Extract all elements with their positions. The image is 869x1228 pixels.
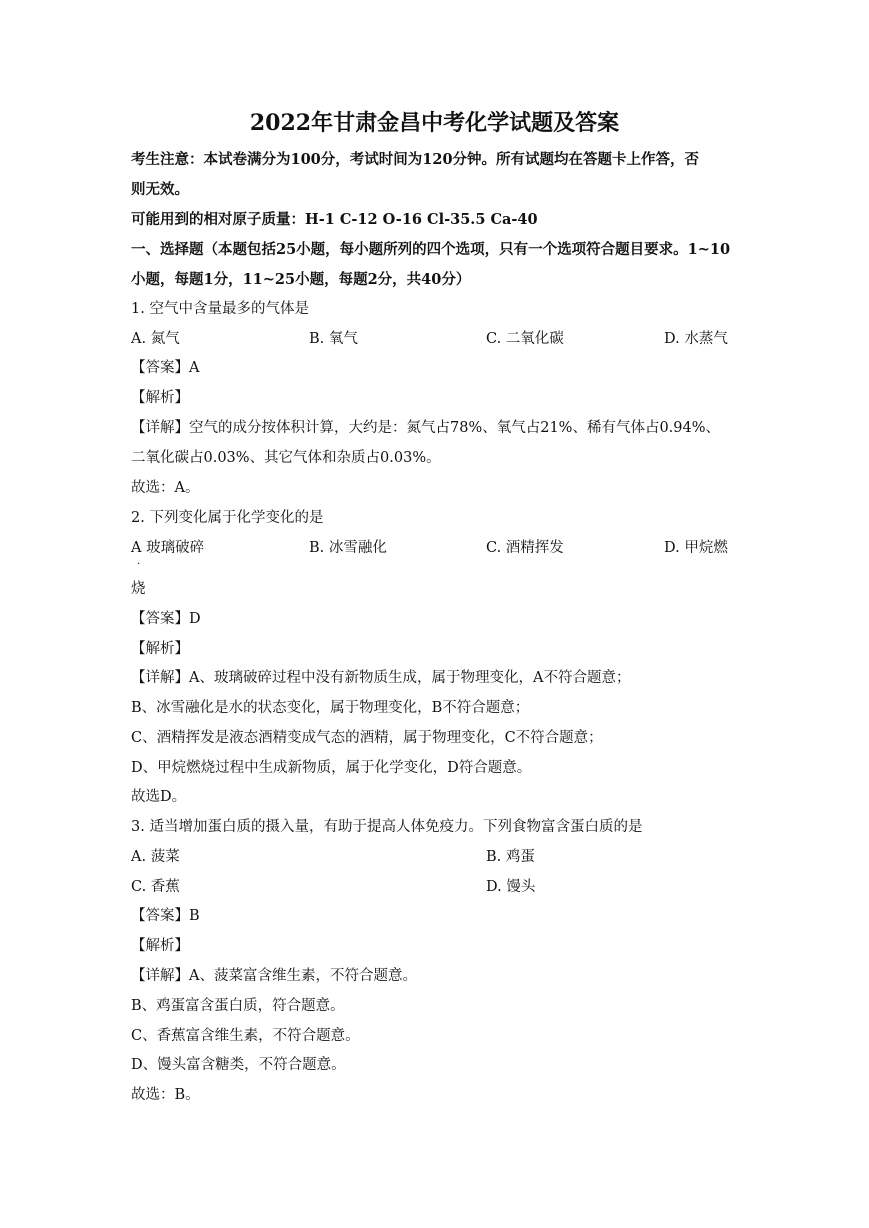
- q2-stem: 2. 下列变化属于化学变化的是: [131, 510, 324, 526]
- notice-line-2: 则无效。: [131, 181, 189, 198]
- q3-analysis: 【解析】: [131, 938, 189, 954]
- q2-option-a: A 玻璃破碎: [131, 540, 205, 556]
- q1-answer: 【答案】A: [131, 360, 200, 376]
- q2-answer: 【答案】D: [131, 611, 201, 627]
- q1-analysis: 【解析】: [131, 390, 189, 406]
- q1-option-a: A. 氮气: [131, 331, 180, 347]
- notice-line-1: 考生注意：本试卷满分为100分，考试时间为120分钟。所有试题均在答题卡上作答，否: [131, 151, 700, 168]
- q3-detail-4: D、馒头富含糖类，不符合题意。: [131, 1057, 346, 1073]
- atomic-mass-line: 可能用到的相对原子质量：H-1 C-12 O-16 Cl-35.5 Ca-40: [131, 211, 538, 228]
- q2-choice: 故选D。: [131, 789, 187, 805]
- q1-option-c: C. 二氧化碳: [486, 331, 564, 347]
- q3-detail-2: B、鸡蛋富含蛋白质，符合题意。: [131, 998, 345, 1014]
- q3-option-a: A. 菠菜: [131, 849, 180, 865]
- q2-detail-1: 【详解】A、玻璃破碎过程中没有新物质生成，属于物理变化，A不符合题意；: [131, 670, 631, 686]
- section-heading-line-1: 一、选择题（本题包括25小题，每小题所列的四个选项，只有一个选项符合题目要求。1~10: [131, 241, 731, 258]
- q2-option-c: C. 酒精挥发: [486, 540, 564, 556]
- q2-option-b: B. 冰雪融化: [309, 540, 387, 556]
- q3-option-b: B. 鸡蛋: [486, 849, 535, 865]
- q1-detail-1: 【详解】空气的成分按体积计算，大约是：氮气占78%、氧气占21%、稀有气体占0.94%、: [131, 420, 721, 436]
- q2-detail-2: B、冰雪融化是水的状态变化，属于物理变化，B不符合题意；: [131, 700, 530, 716]
- q2-option-d-wrap: 烧: [131, 581, 146, 597]
- page-title: 2022年甘肃金昌中考化学试题及答案: [249, 110, 620, 136]
- q1-option-b: B. 氧气: [309, 331, 358, 347]
- q3-option-c: C. 香蕉: [131, 879, 180, 895]
- q3-stem: 3. 适当增加蛋白质的摄入量，有助于提高人体免疫力。下列食物富含蛋白质的是: [131, 819, 643, 835]
- q3-detail-1: 【详解】A、菠菜富含维生素，不符合题意。: [131, 968, 417, 984]
- q1-detail-2: 二氧化碳占0.03%、其它气体和杂质占0.03%。: [131, 450, 441, 466]
- q2-dot-mark: ·: [137, 559, 141, 570]
- section-heading-line-2: 小题，每题1分，11~25小题，每题2分，共40分）: [131, 271, 471, 288]
- q2-detail-3: C、酒精挥发是液态酒精变成气态的酒精，属于物理变化，C不符合题意；: [131, 730, 603, 746]
- q1-stem: 1. 空气中含量最多的气体是: [131, 301, 309, 317]
- q2-option-d: D. 甲烷燃: [664, 540, 728, 556]
- q2-analysis: 【解析】: [131, 641, 189, 657]
- q3-choice: 故选：B。: [131, 1087, 200, 1103]
- q3-answer: 【答案】B: [131, 908, 200, 924]
- q3-option-d: D. 馒头: [486, 879, 536, 895]
- q2-detail-4: D、甲烷燃烧过程中生成新物质，属于化学变化，D符合题意。: [131, 760, 532, 776]
- q1-option-d: D. 水蒸气: [664, 331, 728, 347]
- q1-choice: 故选：A。: [131, 480, 200, 496]
- q3-detail-3: C、香蕉富含维生素，不符合题意。: [131, 1028, 360, 1044]
